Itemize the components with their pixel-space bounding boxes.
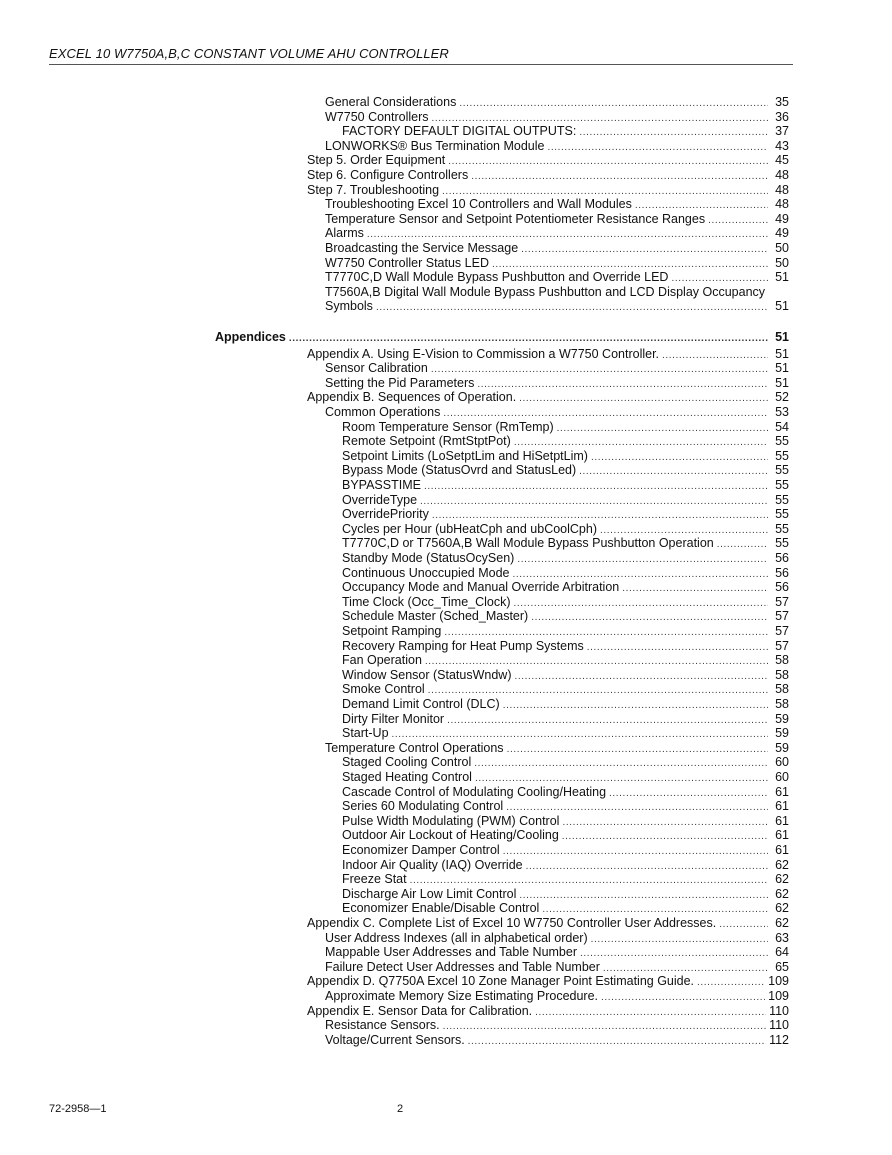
- toc-entry-page: 49: [775, 226, 789, 241]
- toc-entry[interactable]: [342, 566, 789, 581]
- toc-entry-page: 51: [775, 270, 789, 285]
- toc-entry[interactable]: [342, 872, 789, 887]
- toc-entry[interactable]: [342, 814, 789, 829]
- toc-entry-page: 45: [775, 153, 789, 168]
- toc-entry-title: FACTORY DEFAULT DIGITAL OUTPUTS:: [342, 124, 577, 139]
- toc-entry-page: 55: [775, 448, 789, 463]
- toc-entry-page: 58: [775, 667, 789, 682]
- toc-entry-title: Common Operations: [325, 405, 441, 419]
- dot-leader: [376, 300, 768, 315]
- toc-entry-title: T7560A,B Digital Wall Module Bypass Pushbutton and LCD Display Occupancy: [325, 284, 766, 299]
- toc-entry-title: Broadcasting the Service Message: [325, 241, 519, 255]
- toc-entry-page: 52: [775, 390, 789, 405]
- toc-entry-title: Appendix A. Using E-Vision to Commission a W7750 Controller.: [307, 346, 660, 361]
- toc-entry[interactable]: [342, 478, 789, 493]
- toc-entry[interactable]: [342, 507, 789, 522]
- toc-entry-page: 48: [775, 197, 789, 212]
- toc-entry-page: 48: [775, 168, 789, 182]
- toc-entry[interactable]: [307, 974, 789, 989]
- toc-entry-page: 55: [775, 492, 789, 507]
- toc-entry-page: 61: [775, 843, 789, 857]
- toc-entry[interactable]: [307, 347, 789, 362]
- toc-entry-page: 110: [769, 1018, 789, 1033]
- toc-entry[interactable]: [325, 931, 789, 946]
- toc-entry-title: Indoor Air Quality (IAQ) Override: [342, 857, 523, 872]
- toc-entry-title: Discharge Air Low Limit Control: [342, 886, 517, 901]
- toc-entry[interactable]: [307, 1004, 789, 1019]
- toc-entry-title: Demand Limit Control (DLC): [342, 697, 500, 711]
- toc-entry-title: Occupancy Mode and Manual Override Arbitration: [342, 580, 620, 595]
- toc-entry[interactable]: [325, 241, 789, 256]
- toc-entry-title: Temperature Control Operations: [325, 740, 504, 755]
- toc-entry-page: 58: [775, 697, 789, 711]
- toc-entry-title: Time Clock (Occ_Time_Clock): [342, 594, 511, 609]
- toc-entry-page: 61: [775, 784, 789, 799]
- toc-entry-title: Step 6. Configure Controllers: [307, 168, 469, 182]
- toc-entry-page: 61: [775, 799, 789, 814]
- toc-entry-title: Step 7. Troubleshooting: [307, 182, 440, 197]
- toc-entry[interactable]: [342, 463, 789, 478]
- toc-entry-title: Temperature Sensor and Setpoint Potentiometer Resistance Ranges: [325, 211, 706, 226]
- toc-entry-page: 54: [775, 419, 789, 434]
- toc-entry-page: 112: [769, 1032, 789, 1047]
- toc-entry[interactable]: [342, 595, 789, 610]
- toc-entry-page: 60: [775, 770, 789, 784]
- toc-entry[interactable]: [342, 682, 789, 697]
- toc-entry-page: 58: [775, 653, 789, 668]
- toc-entry-title: Alarms: [325, 226, 364, 241]
- toc-entry[interactable]: [342, 434, 789, 449]
- toc-entry[interactable]: [325, 960, 789, 975]
- toc-entry[interactable]: [342, 580, 789, 595]
- toc-entry-title: OverridePriority: [342, 507, 429, 522]
- toc-entry-page: 56: [775, 565, 789, 580]
- toc-entry-page: 49: [775, 211, 789, 226]
- toc-entry-page: 62: [775, 886, 789, 901]
- toc-entry-title: Fan Operation: [342, 653, 422, 668]
- toc-entry-title: General Considerations: [325, 95, 457, 109]
- toc-entry[interactable]: [342, 858, 789, 873]
- toc-entry-title: Appendices: [215, 330, 286, 344]
- toc-entry-title: Continuous Unoccupied Mode: [342, 565, 510, 580]
- toc-entry[interactable]: [342, 124, 789, 139]
- toc-entry-title: Room Temperature Sensor (RmTemp): [342, 419, 554, 434]
- toc-entry-title: Dirty Filter Monitor: [342, 711, 445, 726]
- toc-entry[interactable]: [307, 390, 789, 405]
- toc-entry-page: 50: [775, 255, 789, 270]
- toc-entry[interactable]: [325, 256, 789, 271]
- toc-entry[interactable]: [342, 668, 789, 683]
- toc-entry[interactable]: [342, 624, 789, 639]
- toc-entry-page: 51: [775, 346, 789, 361]
- toc-entry-title: Remote Setpoint (RmtStptPot): [342, 434, 511, 449]
- toc-entry[interactable]: [325, 139, 789, 154]
- toc-entry-title: Setting the Pid Parameters: [325, 375, 475, 390]
- toc-entry[interactable]: [307, 153, 789, 168]
- toc-entry-page: 50: [775, 241, 789, 255]
- toc-entry-page: 48: [775, 182, 789, 197]
- dot-leader: [289, 331, 768, 346]
- toc-entry-page: 51: [775, 361, 789, 376]
- toc-entry-title: Economizer Enable/Disable Control: [342, 901, 540, 916]
- toc-entry[interactable]: [342, 697, 789, 712]
- toc-entry-title: Series 60 Modulating Control: [342, 799, 504, 814]
- toc-entry[interactable]: [342, 449, 789, 464]
- toc-entry-page: 53: [775, 405, 789, 419]
- toc-entry-page: 37: [775, 124, 789, 139]
- toc-entry-page: 55: [775, 507, 789, 522]
- toc-entry-page: 36: [775, 109, 789, 124]
- toc-entry[interactable]: [325, 405, 789, 420]
- toc-entry-title: Appendix D. Q7750A Excel 10 Zone Manager Point Estimating Guide.: [307, 974, 695, 989]
- toc-entry[interactable]: [342, 828, 789, 843]
- toc-entry-page: 43: [775, 138, 789, 153]
- toc-entry-page: 61: [775, 813, 789, 828]
- toc-entry-page: 57: [775, 624, 789, 638]
- toc-entry-title: Economizer Damper Control: [342, 843, 500, 857]
- toc-entry[interactable]: [325, 95, 789, 110]
- toc-entry-title: Appendix B. Sequences of Operation.: [307, 390, 517, 405]
- toc-entry-page: 64: [775, 945, 789, 960]
- toc-entry-title: Window Sensor (StatusWndw): [342, 667, 512, 682]
- toc-entry-page: 55: [775, 536, 789, 551]
- toc-entry-title: Smoke Control: [342, 682, 425, 697]
- toc-entry-page: 51: [775, 299, 789, 314]
- toc-entry-title: Staged Heating Control: [342, 770, 472, 784]
- toc-entry-title: Freeze Stat: [342, 872, 407, 887]
- toc-entry-page: 58: [775, 682, 789, 697]
- running-header: EXCEL 10 W7750A,B,C CONSTANT VOLUME AHU CONTROLLER: [49, 46, 793, 65]
- toc-entry-title: W7750 Controllers: [325, 109, 429, 124]
- toc-entry-page: 57: [775, 594, 789, 609]
- toc-entry[interactable]: [307, 916, 789, 931]
- toc-entry-title: Troubleshooting Excel 10 Controllers and Wall Modules: [325, 197, 632, 212]
- toc-entry-title: Mappable User Addresses and Table Number: [325, 945, 577, 960]
- toc-entry[interactable]: [342, 901, 789, 916]
- toc-entry-title: Bypass Mode (StatusOvrd and StatusLed): [342, 463, 577, 478]
- toc-entry[interactable]: [325, 1033, 789, 1048]
- toc-entry[interactable]: [342, 551, 789, 566]
- toc-entry-page: 51: [775, 375, 789, 390]
- toc-entry-title: Approximate Memory Size Estimating Procedure.: [325, 989, 599, 1003]
- toc-entry-title: Sensor Calibration: [325, 361, 428, 376]
- toc-entry[interactable]: [342, 770, 789, 785]
- toc-entry[interactable]: [325, 741, 789, 756]
- toc-entry-title: Step 5. Order Equipment: [307, 153, 446, 168]
- toc-entry[interactable]: [325, 110, 789, 125]
- toc-entry-page: 55: [775, 521, 789, 536]
- toc-entry[interactable]: [342, 522, 789, 537]
- toc-entry[interactable]: [342, 785, 789, 800]
- toc-entry[interactable]: [342, 609, 789, 624]
- toc-entry-title: Start-Up: [342, 726, 389, 741]
- toc-entry-page: 65: [775, 959, 789, 974]
- toc-entry[interactable]: [342, 843, 789, 858]
- toc-entry-page: 60: [775, 755, 789, 770]
- toc-entry-title: T7770C,D or T7560A,B Wall Module Bypass Pushbutton Operation: [342, 536, 714, 551]
- toc-entry-title: Setpoint Ramping: [342, 624, 442, 638]
- toc-entry[interactable]: [342, 639, 789, 654]
- toc-entry-page: 109: [768, 974, 789, 989]
- toc-entry[interactable]: [342, 799, 789, 814]
- toc-entry-page: 57: [775, 638, 789, 653]
- toc-entry[interactable]: [342, 755, 789, 770]
- toc-entry-title: Cycles per Hour (ubHeatCph and ubCoolCph): [342, 521, 597, 536]
- toc-entry[interactable]: [307, 168, 789, 183]
- toc-entry-title: T7770C,D Wall Module Bypass Pushbutton and Override LED: [325, 270, 669, 285]
- toc-entry[interactable]: [325, 945, 789, 960]
- toc-entry-page: 51: [775, 330, 789, 344]
- toc-entry[interactable]: [325, 376, 789, 391]
- toc-entry-title: Resistance Sensors.: [325, 1018, 440, 1033]
- toc-entry-page: 55: [775, 434, 789, 449]
- toc-entry-page: 63: [775, 930, 789, 945]
- toc-entry[interactable]: [325, 361, 789, 376]
- toc-entry-page: 56: [775, 580, 789, 595]
- toc-entry-page: 109: [768, 989, 789, 1003]
- toc-entry-page: 62: [775, 857, 789, 872]
- toc-entry-page: 59: [775, 740, 789, 755]
- toc-entry[interactable]: [342, 536, 789, 551]
- toc-entry[interactable]: [342, 493, 789, 508]
- toc-entry-page: 62: [775, 901, 789, 916]
- toc-entry-title: Appendix C. Complete List of Excel 10 W7750 Controller User Addresses.: [307, 916, 717, 930]
- toc-entry[interactable]: [342, 653, 789, 668]
- toc-entry-title: W7750 Controller Status LED: [325, 255, 489, 270]
- toc-entry-title: Recovery Ramping for Heat Pump Systems: [342, 638, 584, 653]
- toc-entry-page: 56: [775, 551, 789, 565]
- toc-entry-title: Voltage/Current Sensors.: [325, 1032, 465, 1047]
- toc-entry-page: 110: [769, 1003, 789, 1018]
- toc-entry[interactable]: [325, 197, 789, 212]
- toc-entry-page: 62: [775, 872, 789, 887]
- toc-entry-title: BYPASSTIME: [342, 478, 421, 492]
- toc-entry-title: Staged Cooling Control: [342, 755, 472, 770]
- toc-entry-title-continued: Symbols: [325, 299, 373, 314]
- toc-entry-title: Schedule Master (Sched_Master): [342, 609, 529, 624]
- toc-entry-title: Cascade Control of Modulating Cooling/Heating: [342, 784, 607, 799]
- document-number: 72-2958—1: [49, 1103, 107, 1115]
- toc-entry[interactable]: [325, 270, 789, 285]
- toc-entry-title: Appendix E. Sensor Data for Calibration.: [307, 1003, 533, 1018]
- toc-entry[interactable]: [342, 420, 789, 435]
- toc-entry-page: 59: [775, 711, 789, 726]
- toc-entry[interactable]: [342, 712, 789, 727]
- toc-entry[interactable]: [325, 989, 789, 1004]
- toc-entry[interactable]: [325, 212, 789, 227]
- toc-entry[interactable]: [325, 299, 789, 314]
- toc-entry-title: Outdoor Air Lockout of Heating/Cooling: [342, 828, 559, 843]
- toc-entry-title: Standby Mode (StatusOcySen): [342, 551, 515, 565]
- toc-entry[interactable]: [215, 330, 789, 345]
- toc-entry-title: Failure Detect User Addresses and Table Number: [325, 959, 600, 974]
- toc-entry-page: 35: [775, 95, 789, 109]
- dot-leader: [468, 1034, 766, 1049]
- toc-entry[interactable]: [307, 183, 789, 198]
- page-number: 2: [397, 1103, 404, 1115]
- toc-entry[interactable]: [342, 726, 789, 741]
- toc-entry[interactable]: [325, 1018, 789, 1033]
- toc-entry-title: Pulse Width Modulating (PWM) Control: [342, 813, 560, 828]
- toc-entry[interactable]: [342, 887, 789, 902]
- toc-entry-title: User Address Indexes (all in alphabetical order): [325, 930, 588, 945]
- toc-entry-page: 62: [775, 916, 789, 930]
- toc-entry-page: 57: [775, 609, 789, 624]
- toc-entry-page: 59: [775, 726, 789, 741]
- toc-entry-title: OverrideType: [342, 492, 418, 507]
- toc-entry-page: 55: [775, 478, 789, 492]
- toc-entry-title: LONWORKS® Bus Termination Module: [325, 138, 545, 153]
- toc-entry[interactable]: [325, 226, 789, 241]
- toc-entry-title: Setpoint Limits (LoSetptLim and HiSetptLim): [342, 448, 588, 463]
- toc-entry-page: 55: [775, 463, 789, 478]
- toc-entry-page: 61: [775, 828, 789, 843]
